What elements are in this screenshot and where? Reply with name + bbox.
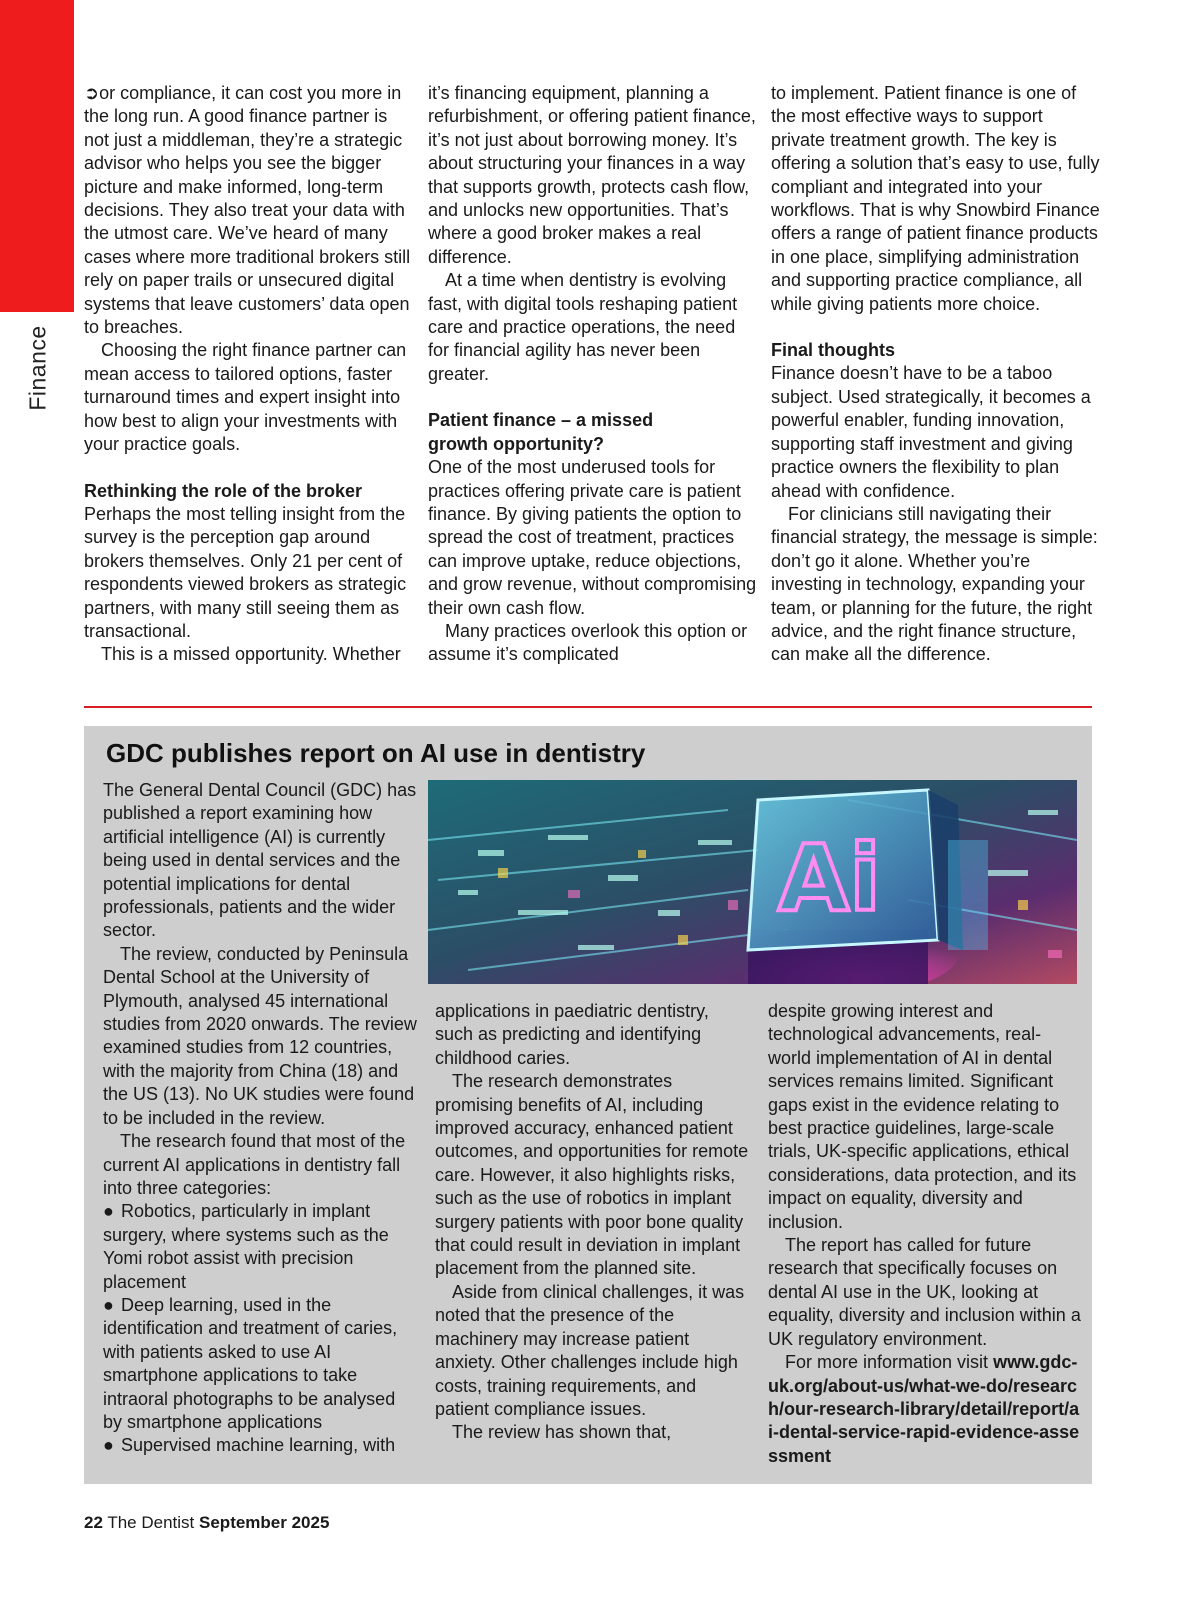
paragraph: ➲or compliance, it can cost you more in the long run. A good finance partner is not just a middleman, they’re a strategic advisor who helps you see the bigger picture and make informed, long-term decisions. They also treat your data with the utmost care. We’ve heard of many cases where more traditional brokers still rely on paper trails or unsecured digital systems that leave customers’ data open to breaches. [84,83,411,338]
bullet-item: ● Supervised machine learning, with [103,1434,419,1457]
paragraph: For more information visit www.gdc-uk.org/about-us/what-we-do/research/our-research-library/detail/report/ai-dental-service-rapid-evidence-assessment [768,1352,1080,1466]
paragraph: The research found that most of the current AI applications in dentistry fall into three categories: [103,1131,406,1198]
subheading: Patient finance – a missed growth opportunity? [428,410,654,454]
news-column-2 [435,1000,751,1445]
ai-circuit-illustration [428,780,1077,984]
continued-arrow-icon: ➲ [84,83,100,103]
paragraph: The review has shown that, [452,1422,672,1443]
paragraph: The research demonstrates promising benefits of AI, including improved accuracy, enhanced patient outcomes, and opportunities for remote care. However, it also highlights risks, such as the use of robotics in implant surgery patients with poor bone quality that could result in deviation in implant placement from the planned site. [435,1071,749,1279]
paragraph: applications in paediatric dentistry, such as predicting and identifying childhood caries. [435,1001,709,1068]
news-box [84,726,1092,1484]
divider-rule [84,706,1092,708]
issue-date: September 2025 [199,1513,330,1532]
paragraph: Choosing the right finance partner can mean access to tailored options, faster turnaround times and expert insight into how best to align your investments with your practice goals. [84,340,407,455]
subheading: Final thoughts [771,340,895,361]
paragraph: to implement. Patient finance is one of the most effective ways to support private treatment growth. The key is offering a solution that’s easy to use, fully compliant and integrated into your workflows. That is why Snowbird Finance offers a range of patient finance products in one place, simplifying administration and supporting practice compliance, all while giving patients more choice. [771,83,1100,314]
subheading: Rethinking the role of the broker [84,480,363,501]
paragraph: For clinicians still navigating their financial strategy, the message is simple: don’t go it alone. Whether you’re investing in technology, expanding your team, or planning for the future, the right advice, and the right finance structure, can make all the difference. [771,503,1098,665]
paragraph: Many practices overlook this option or assume it’s complicated [428,620,748,665]
bullet-dot-icon: ● [103,1435,114,1456]
paragraph: Perhaps the most telling insight from the survey is the perception gap around brokers themselves. Only 21 per cent of respondents viewed brokers as strategic partners, with many still seeing them as transactional. [84,503,407,641]
article-column-1 [84,82,414,667]
news-column-3 [768,1000,1084,1468]
paragraph: The report has called for future research that specifically focuses on dental AI use in the UK, looking at equality, diversity and inclusion within a UK regulatory environment. [768,1235,1081,1349]
news-title: GDC publishes report on AI use in dentistry [106,738,646,768]
page-number: 22 [84,1513,103,1532]
ai-chip-image [428,780,1077,984]
paragraph: Finance doesn’t have to be a taboo subject. Used strategically, it becomes a powerful enabler, funding innovation, supporting staff investment and giving practice owners the flexibility to plan ahead with confidence. [771,363,1091,501]
paragraph: One of the most underused tools for practices offering private care is patient finance. By giving patients the option to spread the cost of treatment, practices can improve uptake, reduce objections, and grow revenue, without compromising their own cash flow. [428,457,757,618]
paragraph: Aside from clinical challenges, it was noted that the presence of the machinery may increase patient anxiety. Other challenges include high costs, training requirements, and patient compliance issues. [435,1281,745,1419]
page-footer [84,1513,329,1533]
paragraph: The General Dental Council (GDC) has published a report examining how artificial intelligence (AI) is currently being used in dental services and the potential implications for dental professionals, patients and the wider sector. [103,780,417,941]
bullet-dot-icon: ● [103,1294,114,1315]
paragraph: The review, conducted by Peninsula Dental School at the University of Plymouth, analysed 45 international studies from 2020 onwards. The review examined studies from 12 countries, with the majority from China (18) and the US (13). No UK studies were found to be included in the review. [103,943,417,1128]
bullet-item: ● Robotics, particularly in implant surgery, where systems such as the Yomi robot assist with precision placement [103,1201,389,1292]
bullet-dot-icon: ● [103,1201,114,1222]
section-color-bar [0,0,74,312]
paragraph: At a time when dentistry is evolving fast, with digital tools reshaping patient care and practice operations, the need for financial agility has never been greater. [428,270,738,384]
section-label: Finance [24,325,51,411]
paragraph: it’s financing equipment, planning a refurbishment, or offering patient finance, it’s not just about borrowing money. It’s about structuring your finances in a way that supports growth, protects cash flow, and unlocks new opportunities. That’s where a good broker makes a real difference. [428,83,756,267]
publication-name: The Dentist [107,1513,195,1532]
article-column-2 [428,82,758,667]
paragraph: This is a missed opportunity. Whether [101,644,401,665]
article-column-3 [771,82,1101,667]
news-column-1 [103,779,419,1458]
paragraph: despite growing interest and technological advancements, real-world implementation of AI in dental services remains limited. Significant gaps exist in the evidence relating to best practice guidelines, large-scale trials, UK-specific applications, ethical considerations, data protection, and its impact on equality, diversity and inclusion. [768,1001,1077,1232]
bullet-item: ● Deep learning, used in the identification and treatment of caries, with patients asked to use AI smartphone applications to take intraoral photographs to be analysed by smartphone applications [103,1294,398,1432]
gdc-report-link[interactable]: www.gdc-uk.org/about-us/what-we-do/research/our-research-library/detail/report/ai-dental-service-rapid-evidence-assessment [768,1352,1080,1466]
ai-glyph-text: Ai [778,825,881,932]
